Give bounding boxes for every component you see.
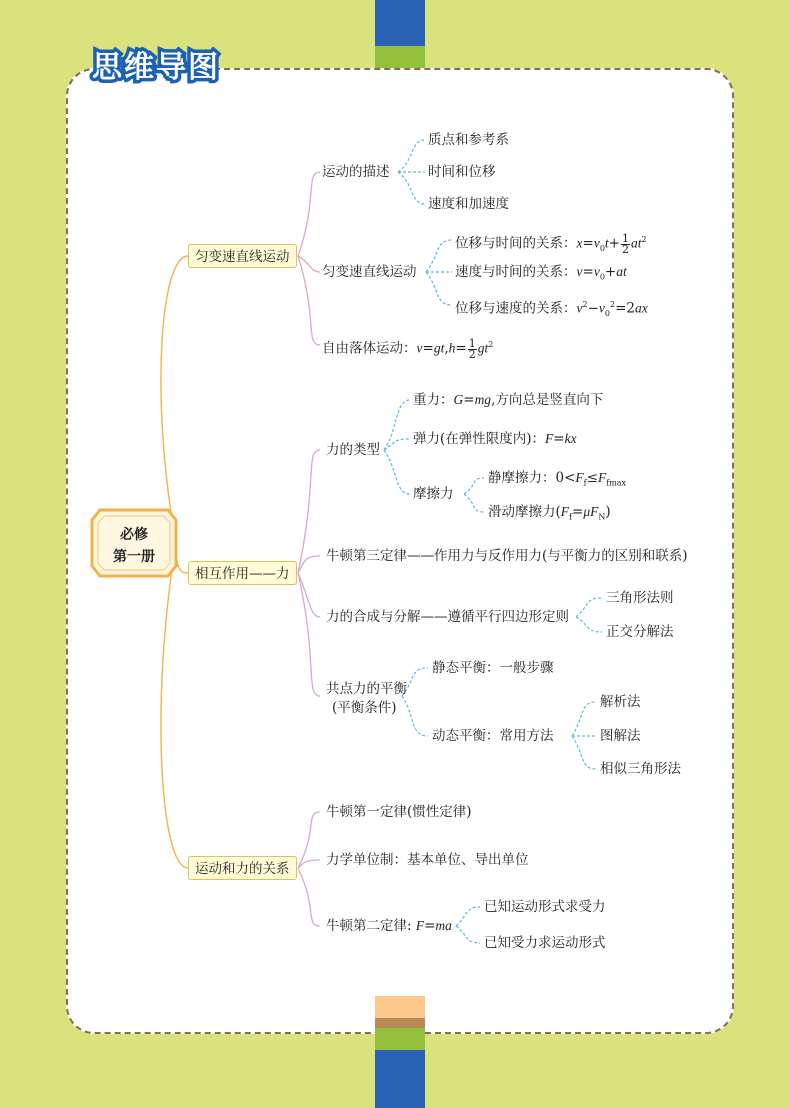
center-node — [92, 510, 176, 576]
leaf-particle-reference: 质点和参考系 — [428, 132, 509, 148]
node-motion-description: 运动的描述 — [322, 164, 390, 180]
node-free-fall: 自由落体运动：v=gt,h= $\frac{1}{2}$ $gt^2$ — [322, 336, 494, 361]
node-force-composition: 力的合成与分解——遵循平行四边形定则 — [326, 609, 569, 625]
leaf-sliding-friction: 滑动摩擦力$(F_f=\mu F_N)$ — [488, 504, 611, 522]
node-newton-third-law: 牛顿第三定律——作用力与反作用力(与平衡力的区别和联系) — [326, 548, 688, 564]
leaf-analytic-method: 解析法 — [600, 694, 641, 710]
node-force-types: 力的类型 — [326, 442, 380, 458]
leaf-gravity: 重力：G=mg,方向总是竖直向下 — [413, 392, 604, 408]
sub-branches — [298, 172, 320, 926]
leaf-graphic-method: 图解法 — [600, 728, 641, 744]
center-line2: 第一册 — [113, 549, 155, 565]
leaf-similar-triangle-method: 相似三角形法 — [600, 761, 681, 777]
leaf-elastic-force: 弹力(在弹性限度内)：F=kx — [413, 431, 577, 447]
leaf-dynamic-equilibrium: 动态平衡：常用方法 — [432, 728, 554, 744]
leaf-triangle-rule: 三角形法则 — [606, 590, 674, 606]
section-box-forces: 相互作用——力 — [188, 561, 297, 585]
leaf-motion-to-force: 已知运动形式求受力 — [484, 899, 606, 915]
node-equilibrium-condition: (平衡条件) — [332, 700, 397, 716]
node-equilibrium: 共点力的平衡 — [326, 681, 407, 697]
page-title: 思维导图 — [92, 50, 220, 85]
leaf-velocity-time: 速度与时间的关系：$v=v_0+at$ — [455, 264, 627, 282]
leaf-velocity-acceleration: 速度和加速度 — [428, 196, 509, 212]
leaf-orthogonal-decomposition: 正交分解法 — [606, 624, 674, 640]
leaf-friction: 摩擦力 — [413, 486, 454, 502]
node-newton-second-law: 牛顿第二定律: F=ma — [326, 918, 452, 934]
leaf-displacement-velocity: 位移与速度的关系：$v^2-v_0^2=2ax$ — [455, 300, 648, 319]
section-box-kinematics: 匀变速直线运动 — [188, 244, 297, 268]
center-line1: 必修 — [120, 527, 148, 543]
node-newton-first-law: 牛顿第一定律(惯性定律) — [326, 804, 472, 820]
leaf-time-displacement: 时间和位移 — [428, 164, 496, 180]
node-uniform-acceleration: 匀变速直线运动 — [322, 264, 417, 280]
leaf-static-equilibrium: 静态平衡：一般步骤 — [432, 660, 554, 676]
leaf-static-friction: 静摩擦力：$0<F_f\le F_{fmax}$ — [488, 470, 627, 488]
leaf-displacement-time: 位移与时间的关系：$x=v_0t+$ $\frac{1}{2}$ $at^2$ — [455, 231, 647, 256]
leaf-branches — [384, 140, 602, 943]
node-unit-system: 力学单位制：基本单位、导出单位 — [326, 852, 529, 868]
section-box-dynamics: 运动和力的关系 — [188, 856, 297, 880]
leaf-force-to-motion: 已知受力求运动形式 — [484, 935, 606, 951]
